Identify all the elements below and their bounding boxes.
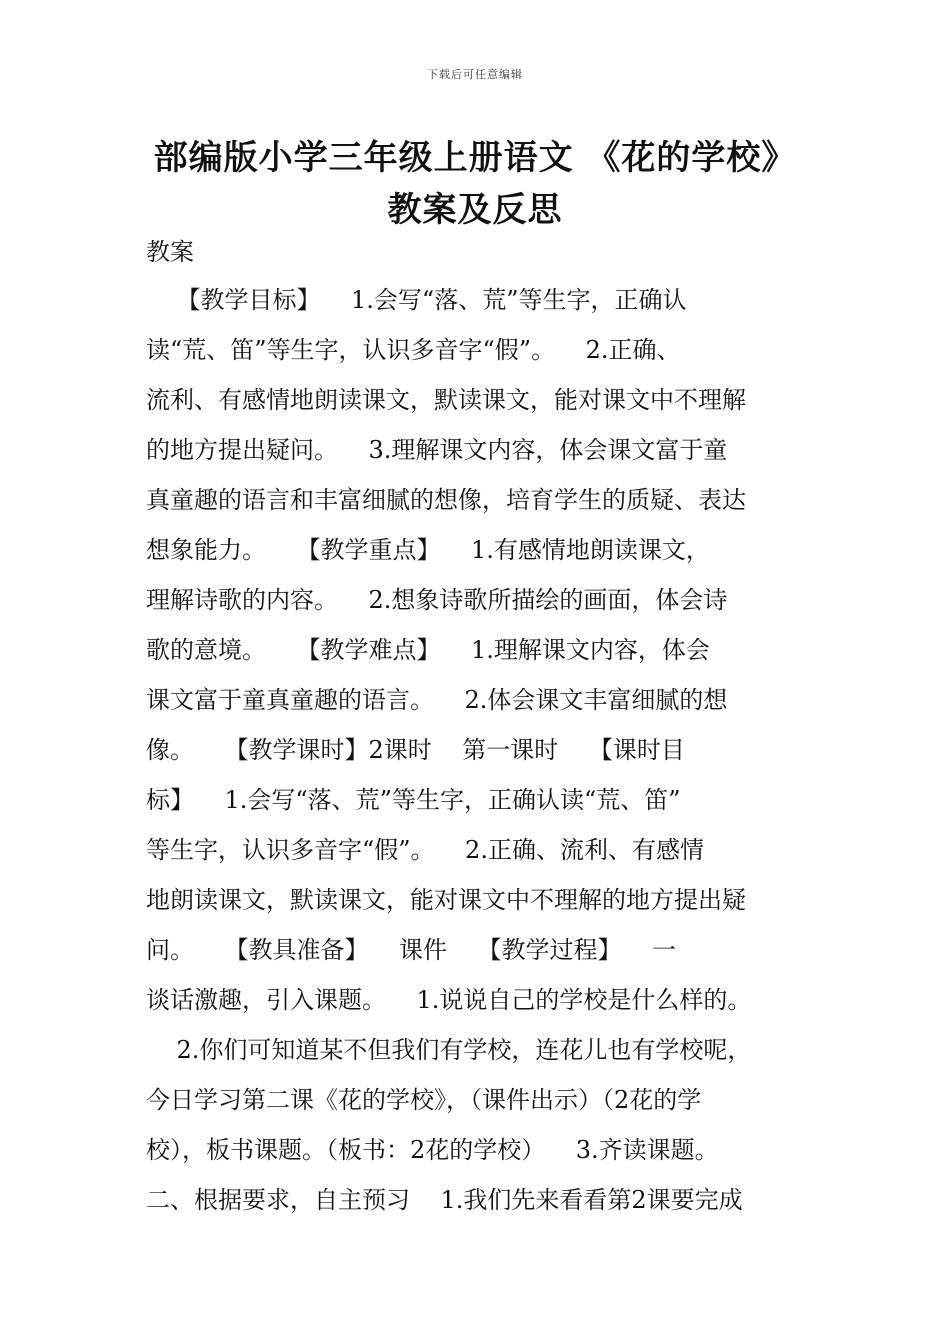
header-note: 下载后可任意编辑 — [427, 68, 523, 81]
body-line: 地朗读课文，默读课文，能对课文中不理解的地方提出疑 — [146, 886, 746, 914]
body-line: 谈话激趣，引入课题。 1.说说自己的学校是什么样的。 — [146, 986, 752, 1014]
document-title-line-1: 部编版小学三年级上册语文 《花的学校》 — [153, 138, 797, 178]
document-title-line-2: 教案及反思 — [387, 190, 563, 230]
section-label: 教案 — [146, 238, 194, 266]
body-line: 课文富于童真童趣的语言。 2.体会课文丰富细腻的想 — [146, 686, 728, 714]
body-line: 的地方提出疑问。 3.理解课文内容，体会课文富于童 — [146, 436, 728, 464]
body-line: 真童趣的语言和丰富细腻的想像，培育学生的质疑、表达 — [146, 486, 746, 514]
body-line: 标】 1.会写“落、荒”等生字，正确认读“荒、笛” — [146, 786, 681, 814]
body-line: 校），板书课题。（板书：2花的学校） 3.齐读课题。 — [146, 1136, 719, 1164]
body-line: 想象能力。 【教学重点】 1.有感情地朗读课文， — [146, 536, 710, 564]
body-text — [146, 275, 818, 1225]
body-line: 今日学习第二课《花的学校》，（课件出示）（2花的学 — [146, 1086, 702, 1114]
body-line: 像。 【教学课时】2课时 第一课时 【课时目 — [146, 736, 685, 764]
body-line: 读“荒、笛”等生字，认识多音字“假”。 2.正确、 — [146, 336, 681, 364]
body-line: 【教学目标】 1.会写“落、荒”等生字，正确认 — [146, 286, 687, 314]
body-line: 理解诗歌的内容。 2.想象诗歌所描绘的画面，体会诗 — [146, 586, 728, 614]
body-line: 2.你们可知道某不但我们有学校，连花儿也有学校呢， — [146, 1036, 752, 1064]
body-line: 歌的意境。 【教学难点】 1.理解课文内容，体会 — [146, 636, 710, 664]
body-line: 等生字，认识多音字“假”。 2.正确、流利、有感情 — [146, 836, 704, 864]
body-line: 二、根据要求，自主预习 1.我们先来看看第2课要完成 — [146, 1186, 743, 1214]
body-line: 流利、有感情地朗读课文，默读课文，能对课文中不理解 — [146, 386, 746, 414]
body-line: 问。 【教具准备】 课件 【教学过程】 一 — [146, 936, 677, 964]
